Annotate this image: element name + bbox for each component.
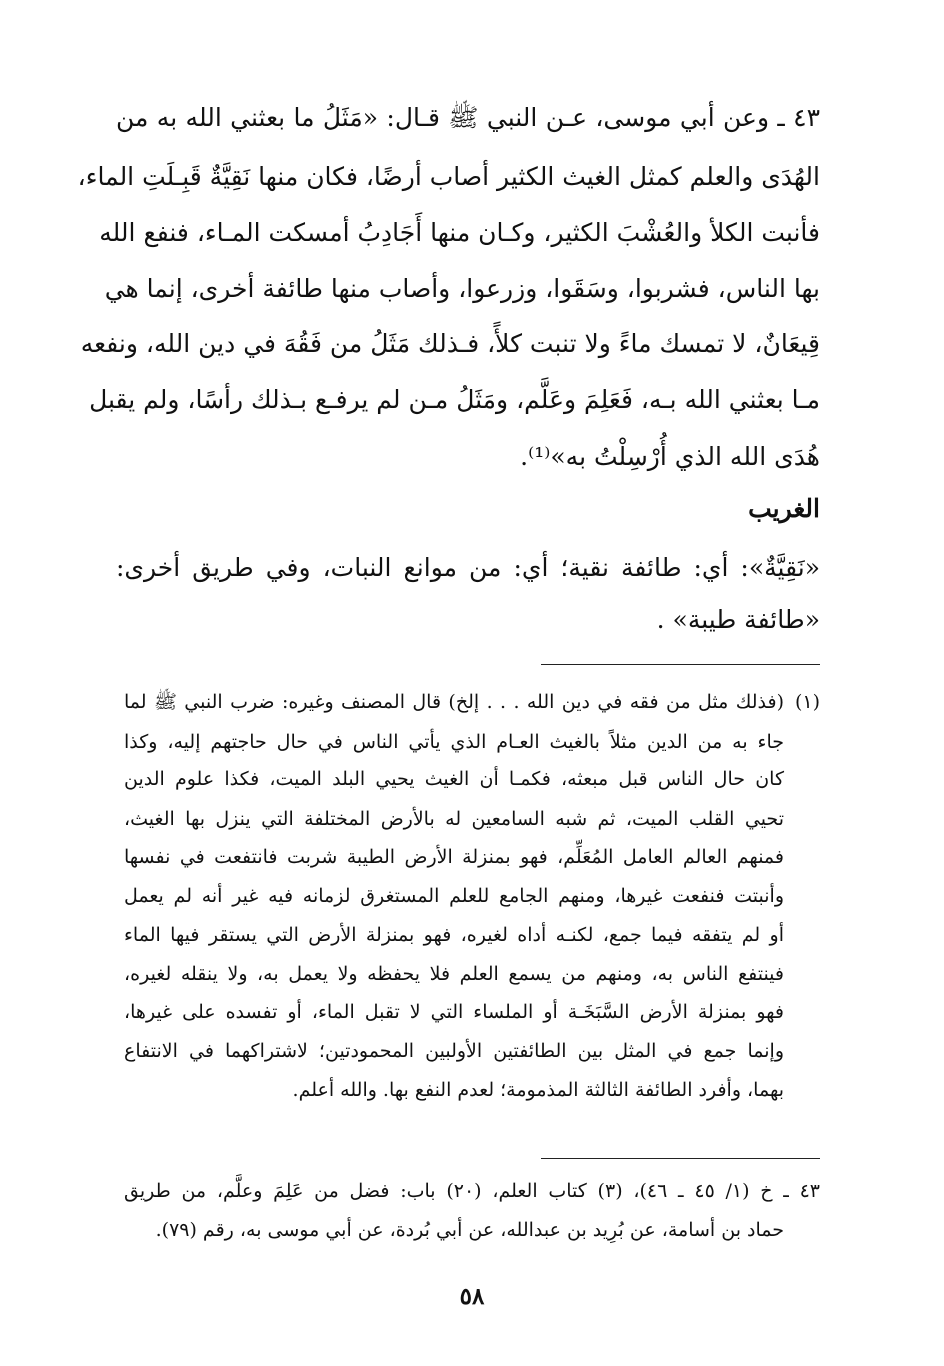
footnote-line: فمنهم العالم العامل المُعَلِّم، فهو بمنزلة الأرض الطيبة شربت فانتفعت في نفسها (124, 846, 784, 868)
page-number: ٥٨ (459, 1283, 485, 1310)
hadith-line: مـا بعثني الله بـه، فَعَلِمَ وعَلَّم، ومَثَلُ مـن لم يرفـع بـذلك رأسًا، ولم يقبل (89, 385, 820, 414)
hadith-line: بها الناس، فشربوا، وسَقَوا، وزرعوا، وأصاب منها طائفة أخرى، إنما هي (104, 274, 820, 303)
footnote-line: تحيي القلب الميت، ثم شبه السامعين له بالأرض المختلفة التي ينزل بها الغيث، (124, 808, 784, 830)
hadith-line: فأنبت الكلأ والعُشْبَ الكثير، وكـان منها أَجَادِبُ أمسكت المـاء، فنفع الله (99, 218, 820, 247)
footnote-line: بهما، وأفرد الطائفة الثالثة المذمومة؛ لعدم النفع بها. والله أعلم. (292, 1079, 784, 1101)
footnote-line: فهو بمنزلة الأرض السَّبَخَـة أو الملساء التي لا تقبل الماء، أو تفسده على غيرها، (124, 1001, 784, 1023)
gharib-heading: الغريب (748, 494, 820, 523)
footnote-marker: (١) (794, 691, 820, 713)
source-line: حماد بن أسامة، عن بُرِيد بن عبدالله، عن أبي بُردة، عن أبي موسى به، رقم (٧٩). (155, 1219, 784, 1241)
footnote-separator (541, 664, 820, 665)
hadith-line: هُدَى الله الذي أُرْسِلْتُ به»⁽¹⁾. (520, 442, 820, 471)
hadith-line: ٤٣ ـ وعن أبي موسى، عـن النبي ﷺ قـال: «مَثَلُ ما بعثني الله به من (116, 103, 820, 132)
footnote-line: وأنبتت فنفعت غيرها، ومنهم الجامع للعلم المستغرق لزمانه فيه غير أنه لم يعمل (124, 885, 784, 907)
hadith-line: قِيعَانٌ، لا تمسك ماءً ولا تنبت كلأً، فـذلك مَثَلُ من فَقُهَ في دين الله، ونفعه (80, 329, 820, 358)
footnote-line: وإنما جمع في المثل بين الطائفتين الأولبين المحمودتين؛ لاشتراكهما في الانتفاع (124, 1040, 784, 1062)
footnote-line: (فذلك مثل من فقه في دين الله . . . إلخ) قال المصنف وغيره: ضرب النبي ﷺ لما (124, 691, 784, 713)
gharib-line: «نَقِيَّةٌ»: أي: طائفة نقية؛ أي: من موانع النبات، وفي طريق أخرى: (116, 553, 820, 582)
hadith-line: الهُدَى والعلم كمثل الغيث الكثير أصاب أرضًا، فكان منها نَقِيَّةٌ قَبِـلَتِ الماء، (77, 162, 820, 191)
footnote-line: أو لم يتفقه فيما جمع، لكنـه أداه لغيره، فهو بمنزلة الأرض التي يستقر فيها الماء (124, 924, 784, 946)
gharib-line: «طائفة طيبة» . (656, 605, 820, 634)
footnote-line: جاء به من الدين مثلاً بالغيث العـام الذي يأتي الناس في حال حاجتهم إليه، وكذا (124, 731, 784, 753)
source-separator (541, 1158, 820, 1159)
footnote-line: كان حال الناس قبل مبعثه، فكمـا أن الغيث يحيي البلد الميت، فكذا علوم الدين (124, 768, 784, 790)
source-line: ٤٣ ـ خ (١/ ٤٥ ـ ٤٦)، (٣) كتاب العلم، (٢٠) باب: فضل من عَلِمَ وعلَّم، من طريق (124, 1180, 821, 1202)
footnote-line: فينتفع الناس به، ومنهم من يسمع العلم فلا يحفظه ولا يعمل به، ولا ينقله لغيره، (124, 963, 784, 985)
